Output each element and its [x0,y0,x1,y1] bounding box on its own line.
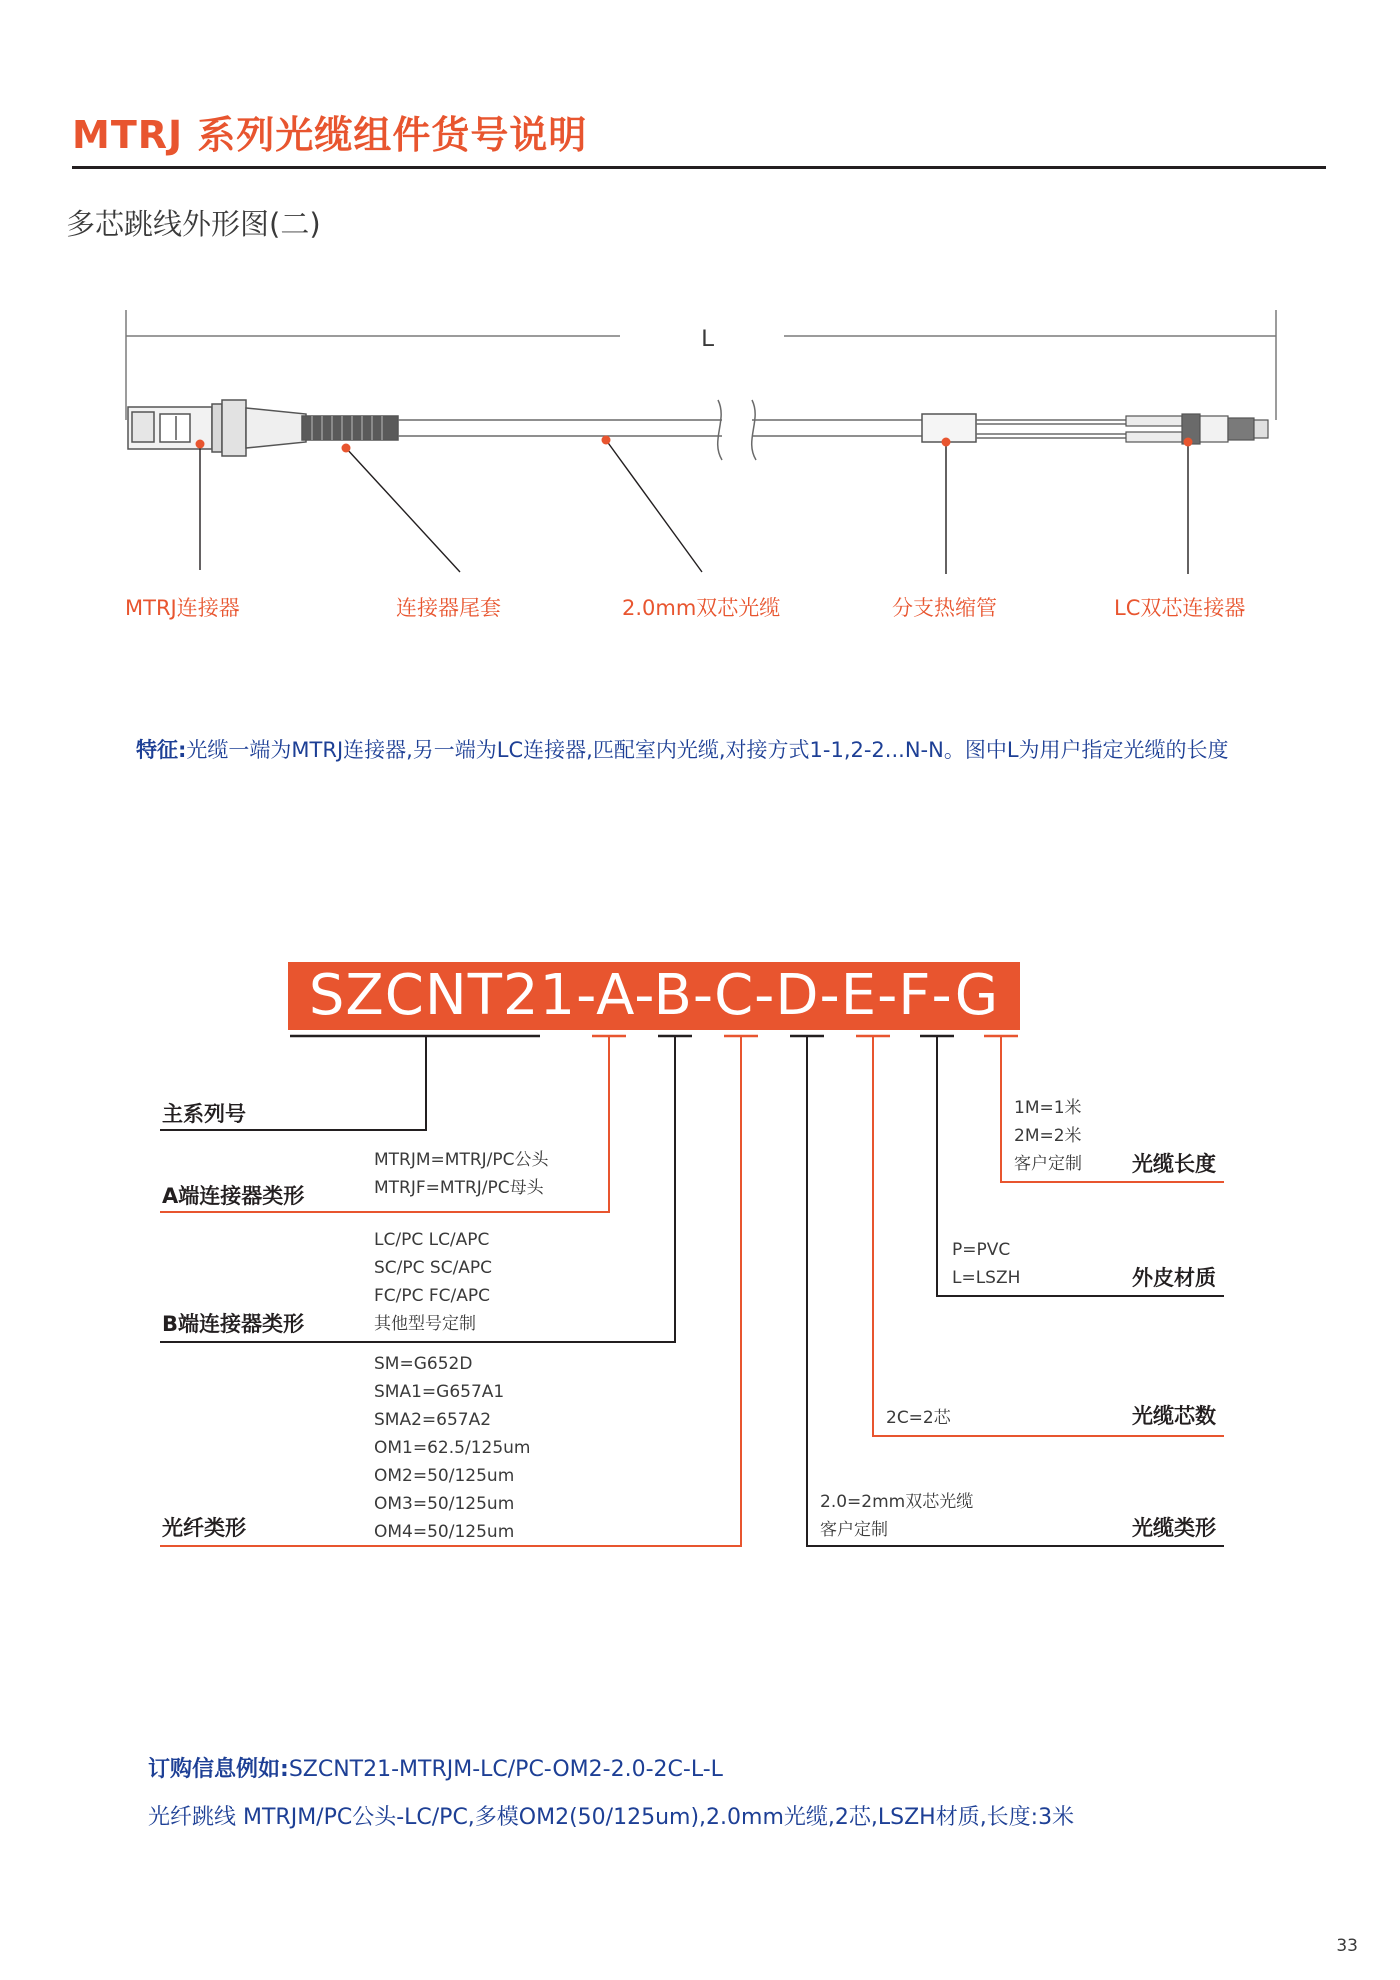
legend-a-end-options [374,1146,549,1202]
callout-connector-boot: 连接器尾套 [396,596,501,620]
legend-option: P=PVC [952,1240,1011,1260]
legend-jacket-options [952,1236,1020,1292]
legend-option: 客户定制 [820,1520,888,1540]
callout-branch-heat-shrink: 分支热缩管 [892,596,997,620]
legend-option: SMA1=G657A1 [374,1382,505,1402]
legend-cable-type-options [820,1488,973,1544]
legend-a-end-title: A端连接器类形 [162,1184,305,1208]
legend-option: OM4=50/125um [374,1522,515,1542]
legend-fiber-type-title: 光纤类形 [162,1516,246,1540]
legend-option: 2C=2芯 [886,1408,951,1428]
page-number: 33 [1336,1936,1358,1956]
callout-dual-core-cable: 2.0mm双芯光缆 [622,596,781,620]
legend-option: SC/PC SC/APC [374,1258,493,1278]
legend-option: SM=G652D [374,1354,473,1374]
legend-option: LC/PC LC/APC [374,1230,490,1250]
order-description: 光纤跳线 MTRJM/PC公头-LC/PC,多模OM2(50/125um),2.0mm光缆,2芯,LSZH材质,长度:3米 [148,1805,1075,1830]
section-subtitle: 多芯跳线外形图(二) [66,207,321,241]
legend-option: SMA2=657A2 [374,1410,492,1430]
legend-jacket-title: 外皮材质 [1132,1266,1216,1290]
legend-option: FC/PC FC/APC [374,1286,491,1306]
legend-option: 2.0=2mm双芯光缆 [820,1492,974,1512]
page-title: MTRJ 系列光缆组件货号说明 [72,113,588,157]
legend-cable-length-options [1014,1094,1082,1178]
legend-b-end-options [374,1226,492,1338]
legend-cable-length-title: 光缆长度 [1132,1152,1216,1176]
legend-option: MTRJM=MTRJ/PC公头 [374,1150,549,1170]
part-number-code: SZCNT21-A-B-C-D-E-F-G [288,962,1020,1030]
legend-cable-type-title: 光缆类形 [1132,1516,1216,1540]
legend-option: MTRJF=MTRJ/PC母头 [374,1178,544,1198]
feature-label: 特征: [136,738,187,762]
legend-b-end-title: B端连接器类形 [162,1312,305,1336]
length-label: L [701,325,715,352]
order-example: SZCNT21-MTRJM-LC/PC-OM2-2.0-2C-L-L [288,1757,723,1782]
legend-core-count-options [886,1404,951,1432]
legend-option: 客户定制 [1014,1154,1082,1174]
order-example-line [148,1752,723,1783]
callout-mtrj-connector: MTRJ连接器 [125,596,240,620]
legend-option: 2M=2米 [1014,1126,1082,1146]
feature-text: 光缆一端为MTRJ连接器,另一端为LC连接器,匹配室内光缆,对接方式1-1,2-2...N-N。图中L为用户指定光缆的长度 [186,738,1229,762]
order-label: 订购信息例如: [148,1757,289,1782]
legend-main-series-title: 主系列号 [162,1102,246,1126]
legend-option: OM1=62.5/125um [374,1438,531,1458]
legend-option: OM2=50/125um [374,1466,515,1486]
legend-option: 其他型号定制 [374,1314,476,1334]
legend-option: L=LSZH [952,1268,1021,1288]
legend-option: 1M=1米 [1014,1098,1082,1118]
legend-core-count-title: 光缆芯数 [1132,1404,1216,1428]
callout-lc-connector: LC双芯连接器 [1114,596,1246,620]
legend-option: OM3=50/125um [374,1494,515,1514]
legend-fiber-options [374,1350,530,1546]
